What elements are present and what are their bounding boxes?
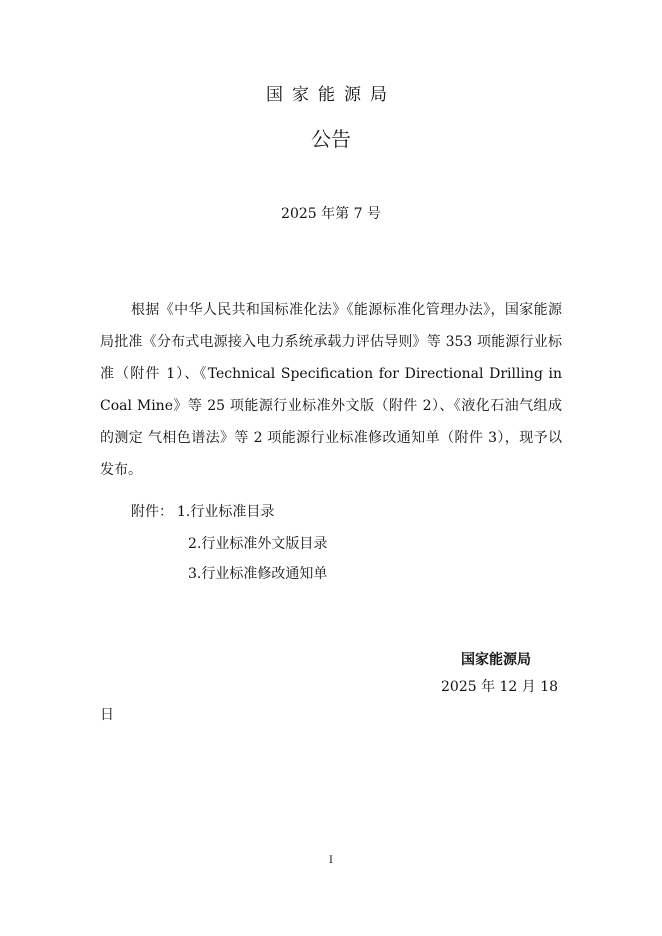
signature-issuer: 国家能源局 [461,652,531,668]
attachment-item-3: 3.行业标准修改通知单 [188,566,328,582]
document-title: 公告 [311,127,351,151]
document-number: 2025 年第 7 号 [281,206,381,222]
page-number: I [329,855,333,866]
attachment-item-2: 2.行业标准外文版目录 [188,536,328,552]
signature-date-continued: 日 [100,707,114,723]
attachment-item-1: 1.行业标准目录 [177,504,275,520]
signature-date: 2025 年 12 月 18 [441,679,559,695]
announcement-body: 根据《中华人民共和国标准化法》《能源标准化管理办法》，国家能源局批准《分布式电源接入电力系统承载力评估导则》等 353 项能源行业标准（附件 1）、《Technical Specification for Directional Drilling in Coal Mine》等 25 项能源行业标准外文版（附件 2）、《液化石油气组成的测定 气相色谱法》等 2 项能源行业标准修改通知单（附件 3），现予以发布。 [100,302,562,478]
attachments-label: 附件： [131,504,173,520]
issuing-organization: 国家能源局 [266,85,396,105]
